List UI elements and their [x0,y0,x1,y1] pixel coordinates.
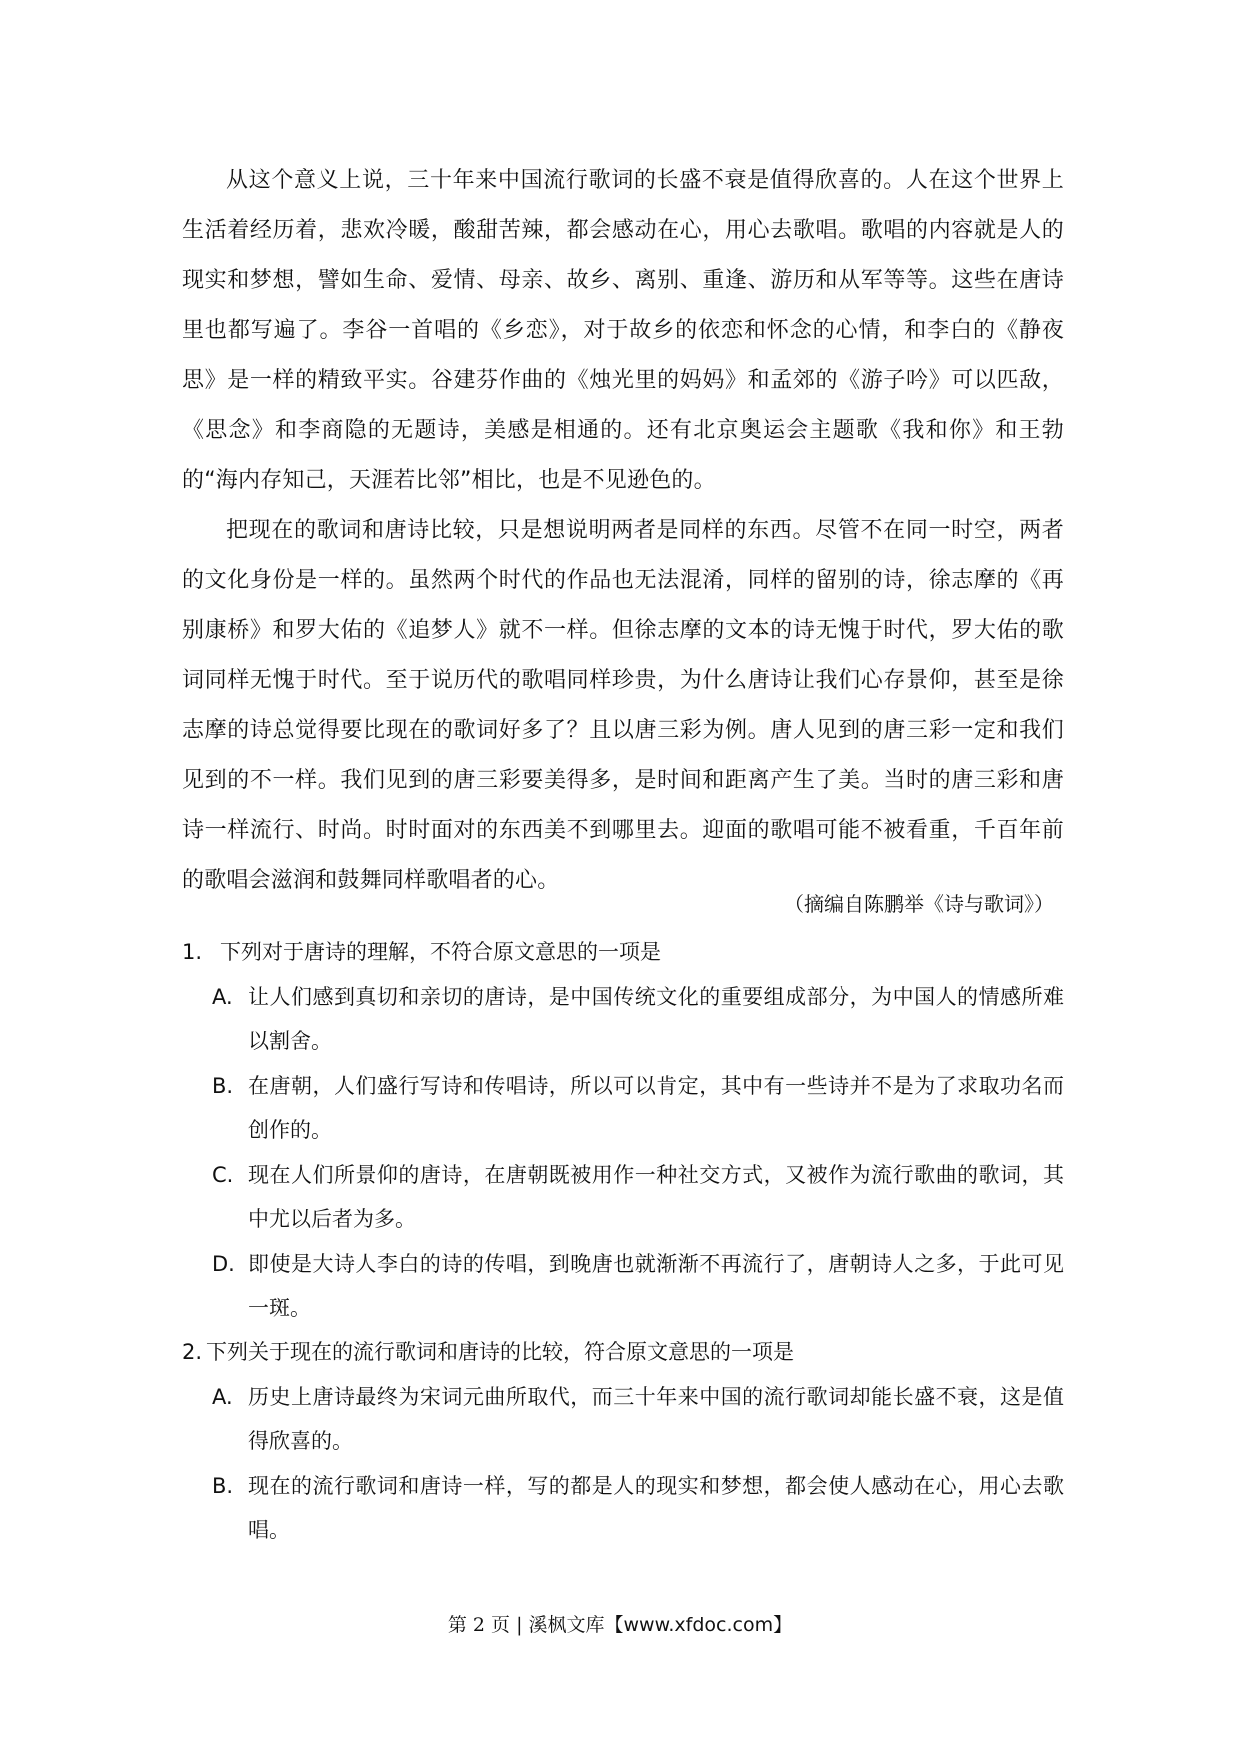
option-text: 在唐朝，人们盛行写诗和传唱诗，所以可以肯定，其中有一些诗并不是为了求取功名而创作的。 [248,1074,1064,1142]
option-text: 即使是大诗人李白的诗的传唱，到晚唐也就渐渐不再流行了，唐朝诗人之多，于此可见一斑。 [248,1252,1064,1320]
option-letter: B. [212,1074,234,1098]
option-text: 现在人们所景仰的唐诗，在唐朝既被用作一种社交方式，又被作为流行歌曲的歌词，其中尤以后者为多。 [248,1163,1064,1231]
option-a [182,1375,1064,1463]
option-text: 让人们感到真切和亲切的唐诗，是中国传统文化的重要组成部分，为中国人的情感所难以割舍。 [248,985,1064,1053]
site-link[interactable]: 【www.xfdoc.com】 [604,1614,793,1636]
option-d [182,1242,1064,1330]
option-letter: A. [212,1385,233,1409]
reading-passage [182,156,1064,906]
page-footer [0,1610,1240,1640]
question-number: 1. [182,940,203,964]
page-label: 第 2 页 | 溪枫文库 [447,1614,605,1636]
option-letter: D. [212,1252,235,1276]
question-stem [182,930,1064,974]
option-letter: B. [212,1474,234,1498]
question-1 [182,930,1064,1330]
option-c [182,1153,1064,1241]
option-letter: C. [212,1163,234,1187]
passage-source: （摘编自陈鹏举《诗与歌词》） [784,892,1054,916]
question-stem [182,1330,1064,1374]
question-number: 2. [182,1340,203,1364]
option-b [182,1064,1064,1152]
option-a [182,975,1064,1063]
question-text: 下列关于现在的流行歌词和唐诗的比较，符合原文意思的一项是 [206,1340,794,1364]
option-letter: A. [212,985,233,1009]
option-b [182,1464,1064,1552]
option-text: 现在的流行歌词和唐诗一样，写的都是人的现实和梦想，都会使人感动在心，用心去歌唱。 [248,1474,1064,1542]
question-list [182,930,1064,1552]
question-text: 下列对于唐诗的理解，不符合原文意思的一项是 [220,940,661,964]
question-2 [182,1330,1064,1552]
option-text: 历史上唐诗最终为宋词元曲所取代，而三十年来中国的流行歌词却能长盛不衰，这是值得欣喜的。 [248,1385,1064,1453]
passage-paragraph: 从这个意义上说，三十年来中国流行歌词的长盛不衰是值得欣喜的。人在这个世界上生活着经历着，悲欢冷暖，酸甜苦辣，都会感动在心，用心去歌唱。歌唱的内容就是人的现实和梦想，譬如生命、爱情、母亲、故乡、离别、重逢、游历和从军等等。这些在唐诗里也都写遍了。李谷一首唱的《乡恋》，对于故乡的依恋和怀念的心情，和李白的《静夜思》是一样的精致平实。谷建芬作曲的《烛光里的妈妈》和孟郊的《游子吟》可以匹敌，《思念》和李商隐的无题诗，美感是相通的。还有北京奥运会主题歌《我和你》和王勃的“海内存知己，天涯若比邻”相比，也是不见逊色的。 [182,168,1064,493]
passage-paragraph: 把现在的歌词和唐诗比较，只是想说明两者是同样的东西。尽管不在同一时空，两者的文化身份是一样的。虽然两个时代的作品也无法混淆，同样的留别的诗，徐志摩的《再别康桥》和罗大佑的《追梦人》就不一样。但徐志摩的文本的诗无愧于时代，罗大佑的歌词同样无愧于时代。至于说历代的歌唱同样珍贵，为什么唐诗让我们心存景仰，甚至是徐志摩的诗总觉得要比现在的歌词好多了？且以唐三彩为例。唐人见到的唐三彩一定和我们见到的不一样。我们见到的唐三彩要美得多，是时间和距离产生了美。当时的唐三彩和唐诗一样流行、时尚。时时面对的东西美不到哪里去。迎面的歌唱可能不被看重，千百年前的歌唱会滋润和鼓舞同样歌唱者的心。 [182,518,1064,893]
